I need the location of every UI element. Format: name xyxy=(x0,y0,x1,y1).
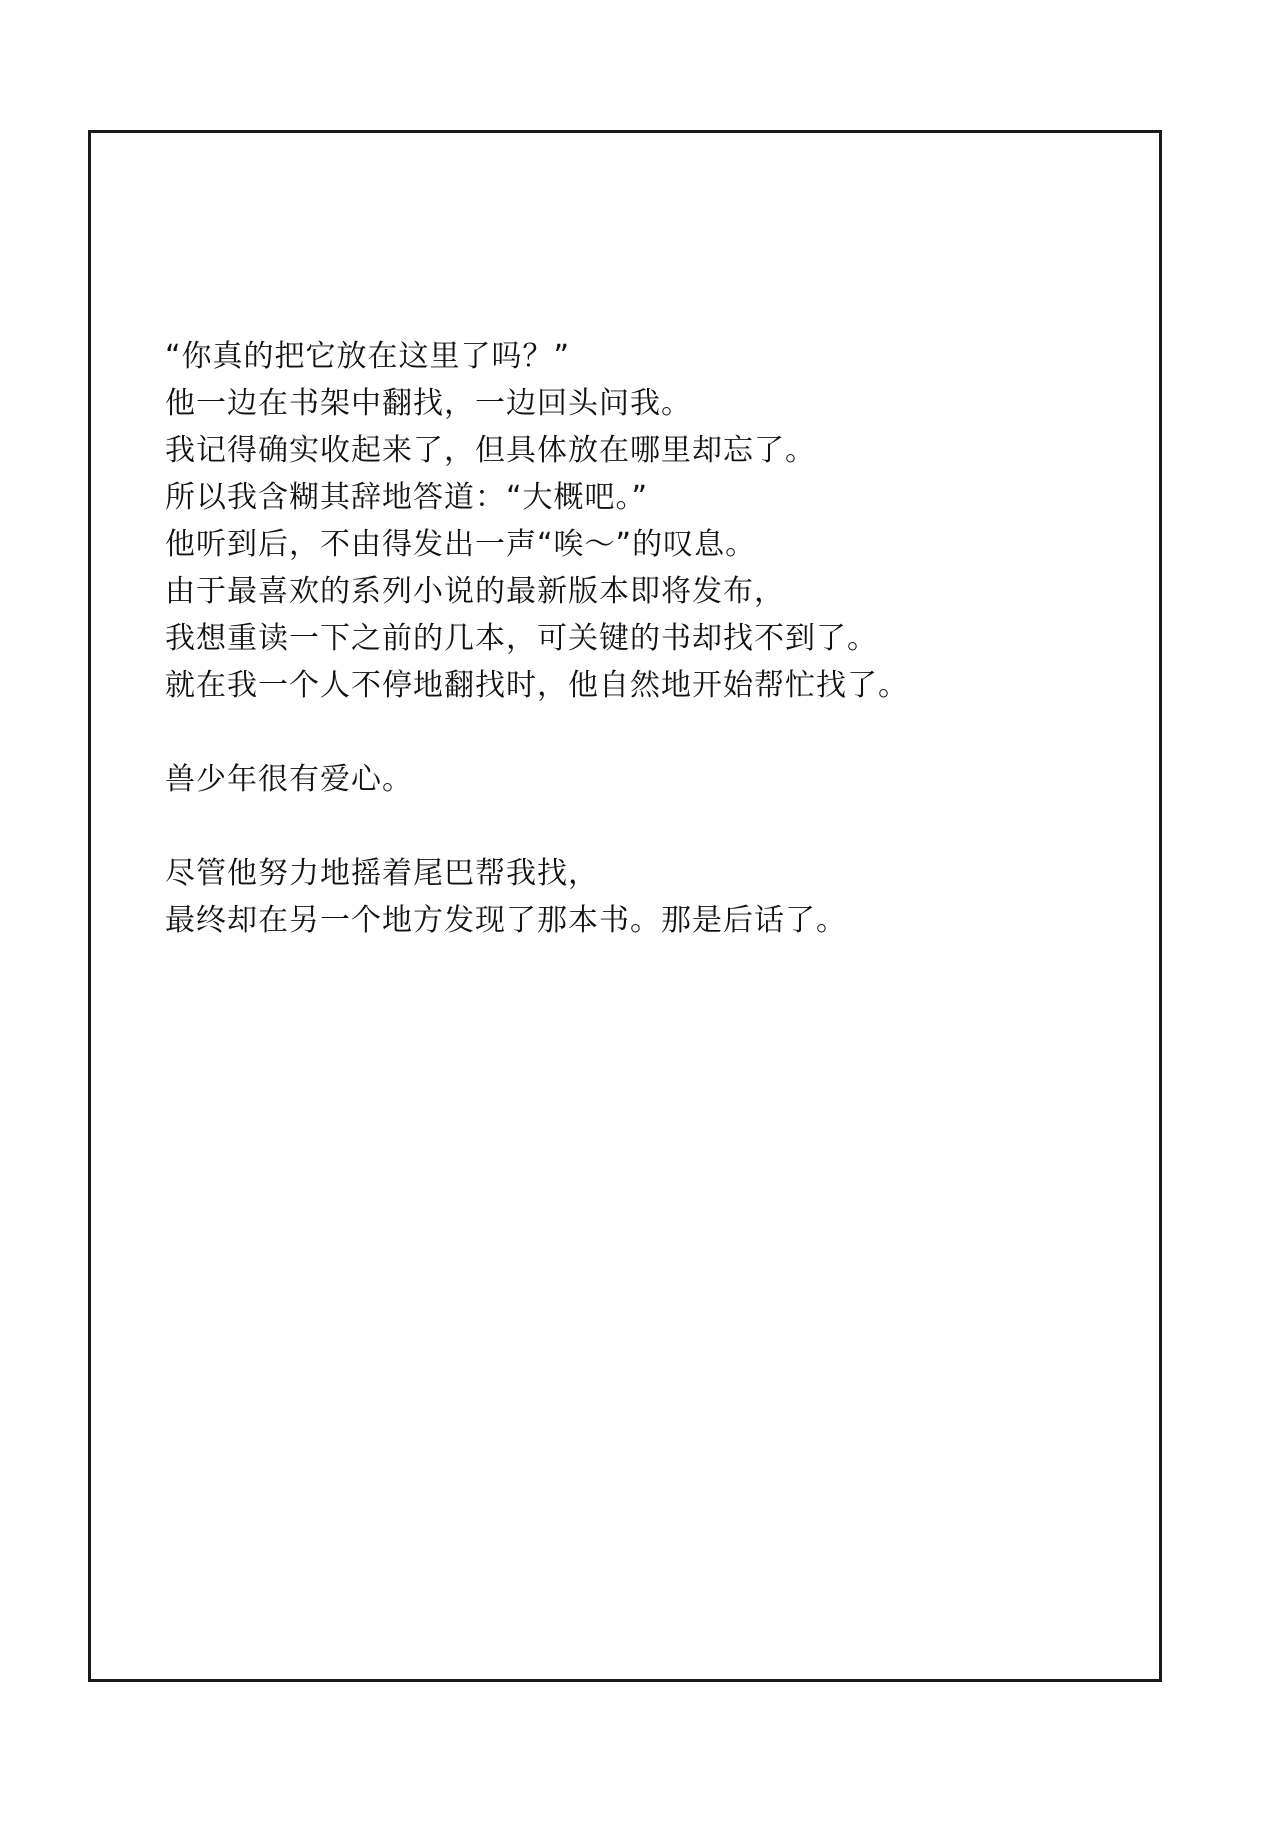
text-line: 就在我一个人不停地翻找时，他自然地开始帮忙找了。 xyxy=(165,668,909,703)
text-line: 尽管他努力地摇着尾巴帮我找， xyxy=(165,856,599,891)
text-line: 我想重读一下之前的几本，可关键的书却找不到了。 xyxy=(165,621,878,656)
paragraph-1 xyxy=(165,333,1125,709)
text-line: 他一边在书架中翻找，一边回头问我。 xyxy=(165,386,692,421)
text-line: “你真的把它放在这里了吗？” xyxy=(165,339,571,374)
paragraph-2 xyxy=(165,756,1125,803)
text-line: 我记得确实收起来了，但具体放在哪里却忘了。 xyxy=(165,433,816,468)
paragraph-3 xyxy=(165,850,1125,944)
text-line: 兽少年很有爱心。 xyxy=(165,762,413,797)
text-line: 最终却在另一个地方发现了那本书。那是后话了。 xyxy=(165,903,847,938)
story-text xyxy=(165,333,1125,944)
text-line: 所以我含糊其辞地答道：“大概吧。” xyxy=(165,480,649,515)
text-line: 由于最喜欢的系列小说的最新版本即将发布， xyxy=(165,574,785,609)
page-frame xyxy=(88,130,1162,1682)
text-line: 他听到后，不由得发出一声“唉～”的叹息。 xyxy=(165,527,757,562)
